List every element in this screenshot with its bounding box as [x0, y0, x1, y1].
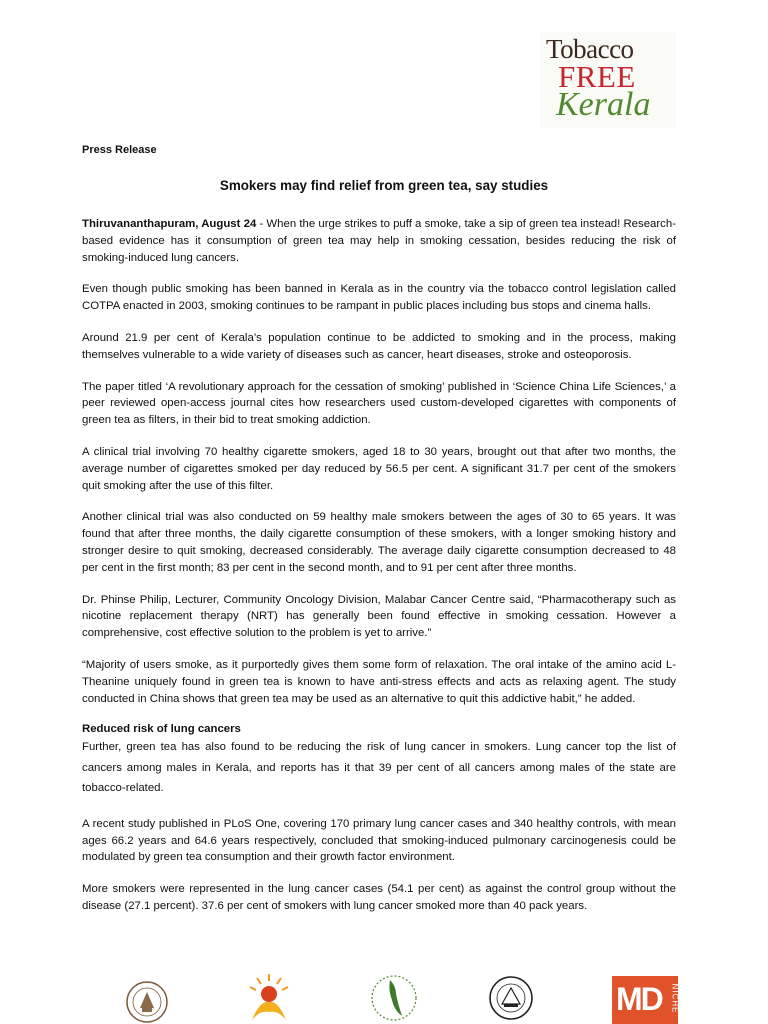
- md-logo-letters: MD: [616, 981, 662, 1017]
- paragraph-1-text: - When the urge strikes to puff a smoke, take a sip of green tea instead! Research-based evidence has it consumption of green tea may help in smoking cessation, besides reducing the risk of smoking-induced lung cancers.: [82, 218, 676, 264]
- md-logo-side-text: NICHE: [670, 983, 680, 1014]
- emblem-seal-logo: [118, 976, 176, 1024]
- kerala-map-logo: [366, 972, 422, 1024]
- partner-logos: [0, 968, 768, 1024]
- paragraph-8: “Majority of users smoke, as it purportedly gives them some form of relaxation. The oral intake of the amino acid L-Theanine uniquely found in green tea is known to have anti-stress effects and acts as relaxing agent. The study conducted in China shows that green tea may be used as an alternative to quit this addictive habit,” he added.: [82, 658, 676, 705]
- paragraph-1: [82, 216, 676, 266]
- paragraph-10: A recent study published in PLoS One, covering 170 primary lung cancer cases and 340 healthy controls, with mean ages 66.2 years and 64.6 years respectively, concluded that smoking-induced pulmonary carcinogenesis could be modulated by green tea consumption and their growth factor environment.: [82, 817, 676, 864]
- cancer-centre-seal-logo: [482, 974, 540, 1022]
- press-release-label: Press Release: [82, 144, 157, 156]
- md-niche-logo: [612, 976, 678, 1024]
- tobacco-free-kerala-logo: [540, 32, 676, 128]
- article-title: Smokers may find relief from green tea, say studies: [219, 178, 549, 193]
- logo-line-tobacco: Tobacco: [546, 34, 634, 64]
- logo-line-free: FREE: [558, 59, 636, 94]
- paragraph-4: The paper titled ‘A revolutionary approach for the cessation of smoking’ published in ‘Science China Life Sciences,’ a peer reviewed open-access journal cites how researchers used custom-developed cigarettes with components of green tea as filters, in their bid to treat smoking addiction.: [82, 380, 676, 427]
- dateline: Thiruvananthapuram, August 24: [82, 218, 257, 230]
- section-heading: Reduced risk of lung cancers: [82, 723, 241, 736]
- article-body: [82, 216, 676, 930]
- paragraph-2: Even though public smoking has been banned in Kerala as in the country via the tobacco control legislation called COTPA enacted in 2003, smoking continues to be rampant in public places including bus stops and cinema halls.: [82, 283, 676, 313]
- paragraph-6: Another clinical trial was also conducted on 59 healthy male smokers between the ages of 30 to 65 years. It was found that after three months, the daily cigarette consumption of these smokers, with a longer smoking history and stronger desire to quit smoking, decreased considerably. The average daily cigarette consumption decreased to 48 per cent in the first month; 83 per cent in the second month, and to 91 per cent after three months.: [82, 511, 676, 574]
- sun-emblem-logo: [238, 972, 300, 1024]
- paragraph-9: Further, green tea has also found to be reducing the risk of lung cancer in smokers. Lung cancer top the list of cancers among males in Kerala, and reports has it that 39 per cent of all cancers among males of the state are tobacco-related.: [82, 741, 676, 795]
- paragraph-3: Around 21.9 per cent of Kerala’s population continue to be addicted to smoking and in the process, making themselves vulnerable to a wide variety of diseases such as cancer, heart diseases, stroke and osteoporosis.: [82, 331, 676, 361]
- paragraph-11: More smokers were represented in the lung cancer cases (54.1 per cent) as against the control group without the disease (27.1 percent). 37.6 per cent of smokers with lung cancer smoked more than 40 pack years.: [82, 883, 676, 913]
- paragraph-5: A clinical trial involving 70 healthy cigarette smokers, aged 18 to 30 years, brought out that after two months, the average number of cigarettes smoked per day reduced by 56.5 per cent. A significant 31.7 per cent of the smokers quit smoking after the use of this filter.: [82, 445, 676, 492]
- logo-line-kerala: Kerala: [556, 86, 651, 123]
- paragraph-7: Dr. Phinse Philip, Lecturer, Community Oncology Division, Malabar Cancer Centre said, “Pharmacotherapy such as nicotine replacement therapy (NRT) has generally been found effective in smoking cessation. However a comprehensive, cost effective solution to the problem is yet to arrive.”: [82, 593, 676, 640]
